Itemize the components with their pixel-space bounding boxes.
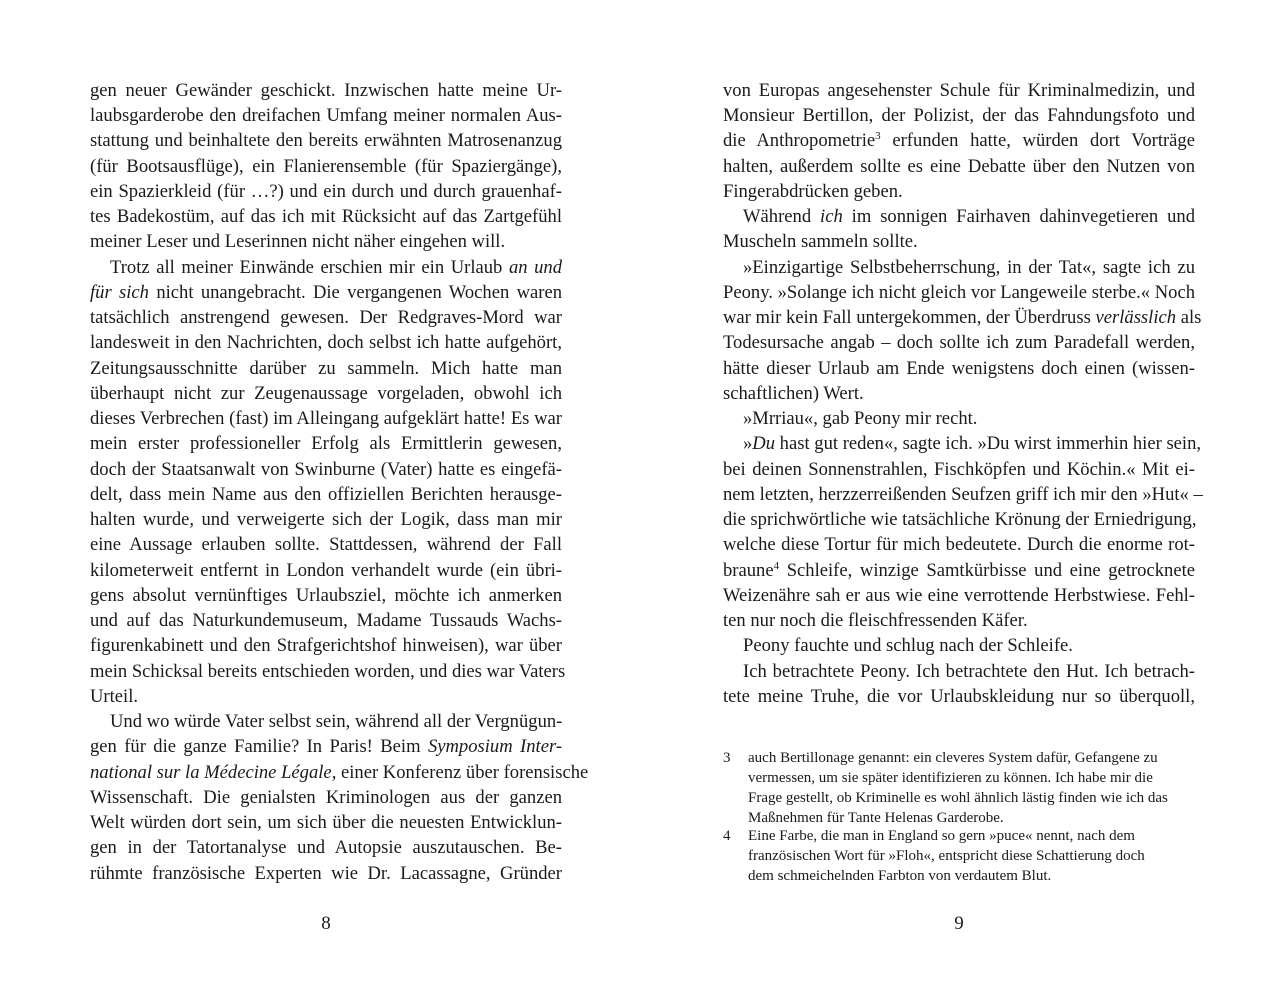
text-line: Monsieur Bertillon, der Polizist, der das Fahndungsfoto und: [723, 105, 1195, 126]
text-line: die sprichwörtliche wie tatsächliche Krönung der Erniedrigung,: [723, 509, 1197, 530]
text-line: mein erster professioneller Erfolg als Ermittlerin gewesen,: [90, 433, 562, 454]
page-number: 9: [954, 913, 964, 934]
italic-phrase: ich: [820, 206, 843, 227]
text-line: Trotz all meiner Einwände erschien mir ein Urlaub an und: [110, 257, 563, 278]
text-line: (für Bootsausflüge), ein Flanierensemble (für Spaziergänge),: [90, 156, 562, 177]
text-line: »Du hast gut reden«, sagte ich. »Du wirst immerhin hier sein,: [743, 433, 1202, 454]
text-line: Todesursache angab – doch sollte ich zum Paradefall werden,: [723, 332, 1195, 353]
text-line: Und wo würde Vater selbst sein, während all der Vergnügun-: [110, 711, 563, 732]
text-line: braune$^4$ Schleife, winzige Samtkürbisse und eine getrocknete: [723, 560, 1195, 581]
text-line: schaftlichen) Wert.: [723, 383, 864, 404]
text-line: stattung und beinhaltete den bereits erwähnten Matrosenanzug: [90, 130, 562, 151]
text-line: Weizenähre sah er aus wie eine verrottende Herbstwiese. Fehl-: [723, 585, 1195, 606]
text-line: delt, dass mein Name aus den offiziellen Berichten herausge-: [90, 484, 562, 505]
text-line: hätte dieser Urlaub am Ende wenigstens doch einen (wissen-: [723, 358, 1195, 379]
text-line: laubsgarderobe den dreifachen Umfang meiner normalen Aus-: [90, 105, 562, 126]
text-line: Peony fauchte und schlug nach der Schleife.: [743, 635, 1073, 656]
right-page: [723, 0, 1203, 1000]
footnote-ref[interactable]: 3: [875, 130, 881, 142]
footnote-text: Eine Farbe, die man in England so gern »puce« nennt, nach dem französischen Wort für »Floh«, entspricht diese Schattierung doch dem schmeichelnden Farbton von verdautem Blut.: [748, 828, 1145, 884]
text-line: gens absolut vernünftiges Urlaubsziel, möchte ich anmerken: [90, 585, 562, 606]
text-line: überhaupt nicht zur Zeugenaussage vorgeladen, obwohl ich: [90, 383, 562, 404]
text-line: meiner Leser und Leserinnen nicht näher eingehen will.: [90, 231, 506, 252]
text-line: eine Aussage erlauben sollte. Stattdessen, während der Fall: [90, 534, 562, 555]
text-line: gen für die ganze Familie? In Paris! Beim Symposium Inter-: [90, 736, 563, 757]
text-line: Zeitungsausschnitte darüber zu sammeln. Mich hatte man: [90, 358, 562, 379]
italic-phrase: Du: [752, 433, 776, 454]
left-page: [90, 0, 589, 1000]
text-line: Muscheln sammeln sollte.: [723, 231, 918, 252]
text-line: Ich betrachtete Peony. Ich betrachtete den Hut. Ich betrach-: [743, 661, 1195, 682]
text-line: ten nur noch die fleischfressenden Käfer.: [723, 610, 1028, 631]
text-line: dieses Verbrechen (fast) im Alleingang aufgeklärt hatte! Es war: [90, 408, 562, 429]
footnote-number: 4: [723, 828, 731, 844]
text-line: und auf das Naturkundemuseum, Madame Tussauds Wachs-: [90, 610, 562, 631]
text-line: welche diese Tortur für mich bedeutete. Durch die enorme rot-: [723, 534, 1195, 555]
text-line: Urteil.: [90, 686, 139, 707]
text-line: doch der Staatsanwalt von Swinburne (Vater) hatte es eingefä-: [90, 459, 562, 480]
text-line: tes Badekostüm, auf das ich mit Rücksicht auf das Zartgefühl: [90, 206, 562, 227]
text-line: die Anthropometrie$^3$ erfunden hatte, würden dort Vorträge: [723, 130, 1195, 151]
footnote-number: 3: [723, 750, 731, 766]
text-line: Fingerabdrücken geben.: [723, 181, 903, 202]
text-line: war mir kein Fall untergekommen, der Überdruss verlässlich als: [723, 307, 1202, 328]
text-line: tatsächlich anstrengend gewesen. Der Redgraves-Mord war: [90, 307, 562, 328]
text-line: halten, außerdem sollte es eine Debatte über den Nutzen von: [723, 156, 1195, 177]
italic-phrase: für sich: [90, 282, 149, 303]
text-line: bei deinen Sonnenstrahlen, Fischköpfen und Köchin.« Mit ei-: [723, 459, 1195, 480]
text-line: rühmte französische Experten wie Dr. Lacassagne, Gründer: [90, 863, 562, 884]
text-line: gen neuer Gewänder geschickt. Inzwischen hatte meine Ur-: [90, 80, 562, 101]
footnote-text: auch Bertillonage genannt: ein cleveres System dafür, Gefangene zu vermessen, um sie später identifizieren zu können. Ich habe mir die Frage gestellt, ob Kriminelle es wohl ähnlich lästig finden wie ich das Maßnehmen für Tante Helenas Garderobe.: [748, 750, 1168, 826]
text-line: ein Spazierkleid (für …?) und ein durch und durch grauenhaf-: [90, 181, 562, 202]
text-line: mein Schicksal bereits entschieden worden, und dies war Vaters: [90, 661, 566, 682]
text-line: halten wurde, und verweigerte sich der Logik, dass man mir: [90, 509, 562, 530]
text-line: kilometerweit entfernt in London verhandelt wurde (ein übri-: [90, 560, 562, 581]
italic-phrase: Symposium Inter-: [427, 736, 563, 757]
text-line: figurenkabinett und den Strafgerichtshof hinweisen), war über: [90, 635, 562, 656]
italic-phrase: national sur la Médecine Légale: [90, 762, 332, 783]
text-line: nem letzten, herzzerreißenden Seufzen griff ich mir den »Hut« –: [723, 484, 1203, 505]
text-line: gen in der Tatortanalyse und Autopsie auszutauschen. Be-: [90, 837, 562, 858]
text-line: Während ich im sonnigen Fairhaven dahinvegetieren und: [743, 206, 1195, 227]
italic-phrase: an und: [508, 257, 563, 278]
text-line: national sur la Médecine Légale, einer Konferenz über forensische: [90, 762, 589, 783]
text-line: tete meine Truhe, die vor Urlaubskleidung nur so überquoll,: [723, 686, 1195, 707]
text-line: für sich nicht unangebracht. Die vergangenen Wochen waren: [90, 282, 562, 303]
text-line: Welt würden dort sein, um sich über die neuesten Entwicklun-: [90, 812, 562, 833]
italic-phrase: verlässlich: [1095, 307, 1177, 328]
text-line: von Europas angesehenster Schule für Kriminalmedizin, und: [723, 80, 1195, 101]
text-line: »Mrriau«, gab Peony mir recht.: [743, 408, 978, 429]
page-number: 8: [321, 913, 331, 934]
text-line: Peony. »Solange ich nicht gleich vor Langeweile sterbe.« Noch: [723, 282, 1195, 303]
text-line: »Einzigartige Selbstbeherrschung, in der Tat«, sagte ich zu: [743, 257, 1195, 278]
text-line: Wissenschaft. Die genialsten Kriminologen aus der ganzen: [90, 787, 562, 808]
footnote-ref[interactable]: 4: [773, 560, 780, 572]
text-line: landesweit in den Nachrichten, doch selbst ich hatte aufgehört,: [90, 332, 562, 353]
